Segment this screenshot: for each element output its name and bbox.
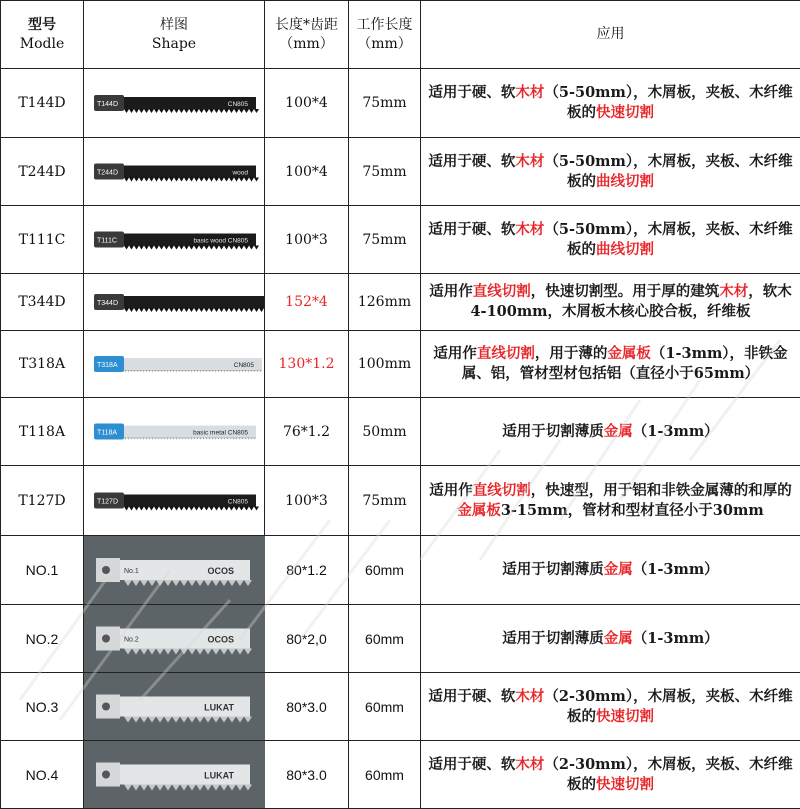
application-text: （2-30mm），木屑板，夹板、木纤维板的 [544,756,792,793]
application-highlight: 金属 [604,630,633,647]
application-highlight: 快速切割 [596,104,654,121]
header-shape-en: Shape [84,35,264,54]
shape-cell [84,536,265,605]
header-shape-cn: 样图 [84,16,264,35]
table-row [1,673,800,741]
application-text: 适用作 [429,283,473,300]
model-cell: NO.2 [1,605,84,673]
model-cell: T144D [1,69,84,138]
shape-cell [84,673,265,741]
work-length-cell: 75mm [349,138,421,206]
application-cell [421,69,800,138]
application-text: 适用于硬、软 [428,153,515,170]
blade-1 [94,164,259,182]
blade-image-7 [84,536,265,604]
application-highlight: 直线切割 [477,345,535,362]
header-length-unit: （mm） [265,35,348,54]
blade-6 [94,493,259,511]
work-length-cell: 60mm [349,741,421,809]
length-cell: 76*1.2 [265,398,349,466]
blade-text-6: CN805 [228,499,249,506]
table-row [1,741,800,809]
application-highlight: 木材 [515,221,544,238]
application-text: 适用于硬、软 [428,221,515,238]
header-work-unit: （mm） [349,35,420,54]
shape-cell [84,331,265,398]
length-cell: 80*2,0 [265,605,349,673]
shape-cell [84,138,265,206]
application-cell [421,673,800,741]
table-row [1,206,800,274]
blade-image-9 [84,673,265,740]
blade-image-4 [84,331,265,397]
application-text: 适用于硬、软 [428,756,515,773]
length-cell: 130*1.2 [265,331,349,398]
model-cell: NO.4 [1,741,84,809]
blade-label-1: T244D [97,170,118,177]
application-text: ，快速切割型。用于厚的建筑 [531,283,720,300]
application-highlight: 曲线切割 [596,241,654,258]
work-length-cell: 60mm [349,605,421,673]
blade-3 [94,294,264,312]
blade-image-10 [84,741,265,808]
table-row [1,398,800,466]
application-text: ，用于薄的 [535,345,608,362]
application-text: （2-30mm），木屑板，夹板、木纤维板的 [544,688,792,725]
shape-cell [84,741,265,809]
header-model-cn: 型号 [1,16,83,35]
blade-0 [94,95,259,113]
application-cell [421,536,800,605]
model-cell: NO.3 [1,673,84,741]
application-highlight: 木材 [515,688,544,705]
blade-image-0 [84,69,265,137]
application-text: （5-50mm），木屑板，夹板、木纤维板的 [544,221,792,258]
length-cell: 80*3.0 [265,673,349,741]
application-text: （5-50mm），木屑板，夹板、木纤维板的 [544,84,792,121]
header-model-en: Modle [1,35,83,54]
application-text: ，软木4-100mm，木屑板木核心胶合板，纤维板 [470,283,791,320]
application-text: （1-3mm），非铁金属、铝，管材型材包括铝（直径小于65mm） [462,345,788,382]
blade-text-4: CN805 [234,362,255,369]
application-cell [421,274,800,331]
application-cell [421,206,800,274]
header-shape [84,1,265,69]
header-work [349,1,421,69]
application-highlight: 直线切割 [473,482,531,499]
blade-image-5 [84,398,265,465]
application-highlight: 快速切割 [596,708,654,725]
blade-image-2 [84,206,265,273]
blade-label-8: No.2 [124,637,139,644]
shape-cell [84,206,265,274]
blade-text-7: OCOS [207,566,234,576]
application-highlight: 木材 [515,153,544,170]
blade-label-0: T144D [97,101,118,108]
blade-text-1: wood [231,170,248,177]
application-cell [421,331,800,398]
work-length-cell: 75mm [349,69,421,138]
application-highlight: 曲线切割 [596,173,654,190]
application-text: （1-3mm） [633,423,719,440]
work-length-cell: 126mm [349,274,421,331]
header-model [1,1,84,69]
blade-label-5: T118A [97,430,117,437]
application-text: 3-15mm，管材和型材直径小于30mm [501,502,764,519]
application-highlight: 直线切割 [473,283,531,300]
table-row [1,274,800,331]
model-cell: T127D [1,466,84,536]
blade-image-8 [84,605,265,672]
application-highlight: 金属 [604,423,633,440]
length-cell: 80*1.2 [265,536,349,605]
table-row [1,138,800,206]
application-highlight: 木材 [515,756,544,773]
blade-text-8: OCOS [207,635,234,645]
model-cell: T344D [1,274,84,331]
blade-text-10: LUKAT [204,771,234,781]
application-highlight: 金属 [604,561,633,578]
length-cell: 100*4 [265,138,349,206]
model-cell: T118A [1,398,84,466]
table-row [1,536,800,605]
application-highlight: 木材 [719,283,748,300]
application-text: 适用于硬、软 [428,84,515,101]
blade-4 [94,356,262,372]
header-app: 应用 [421,25,800,44]
work-length-cell: 75mm [349,206,421,274]
application-highlight: 金属板 [607,345,651,362]
length-cell: 100*3 [265,466,349,536]
table-row [1,331,800,398]
header-work-cn: 工作长度 [349,16,420,35]
length-cell: 152*4 [265,274,349,331]
model-cell: T244D [1,138,84,206]
application-highlight: 金属板 [457,502,501,519]
application-cell [421,605,800,673]
blade-image-6 [84,466,265,535]
shape-cell [84,605,265,673]
work-length-cell: 75mm [349,466,421,536]
application-text: 适用作 [429,482,473,499]
blade-2 [94,232,259,250]
model-cell: NO.1 [1,536,84,605]
work-length-cell: 100mm [349,331,421,398]
application-text: （5-50mm），木屑板，夹板、木纤维板的 [544,153,792,190]
table-row [1,69,800,138]
application-text: （1-3mm） [633,630,719,647]
header-length [265,1,349,69]
work-length-cell: 60mm [349,536,421,605]
blade-text-0: CN805 [228,101,249,108]
application-text: 适用于硬、软 [428,688,515,705]
application-cell [421,398,800,466]
application-text: ，快速型，用于铝和非铁金属薄的和厚的 [531,482,792,499]
blade-label-7: No.1 [124,568,139,575]
application-highlight: 木材 [515,84,544,101]
blade-label-4: T318A [97,362,118,369]
application-cell [421,466,800,536]
application-text: 适用于切割薄质 [502,423,604,440]
blade-label-2: T111C [97,238,117,245]
shape-cell [84,274,265,331]
work-length-cell: 60mm [349,673,421,741]
application-text: 适用作 [433,345,477,362]
blade-5 [94,424,256,440]
table-row [1,605,800,673]
application-text: 适用于切割薄质 [502,561,604,578]
application-text: （1-3mm） [633,561,719,578]
application-highlight: 快速切割 [596,776,654,793]
blade-text-2: basic wood CN805 [193,238,248,245]
header-length-cn: 长度*齿距 [265,16,348,35]
blade-image-1 [84,138,265,205]
blade-image-3 [84,274,265,330]
blade-label-3: T344D [97,300,118,307]
application-cell [421,138,800,206]
table-row [1,466,800,536]
model-cell: T318A [1,331,84,398]
application-text: 适用于切割薄质 [502,630,604,647]
work-length-cell: 50mm [349,398,421,466]
length-cell: 100*3 [265,206,349,274]
length-cell: 80*3.0 [265,741,349,809]
shape-cell [84,69,265,138]
shape-cell [84,466,265,536]
model-cell: T111C [1,206,84,274]
length-cell: 100*4 [265,69,349,138]
header-row [1,1,800,69]
blade-label-6: T127D [97,499,118,506]
application-cell [421,741,800,809]
blade-text-5: basic metal CN805 [193,430,248,437]
blade-text-9: LUKAT [204,703,234,713]
shape-cell [84,398,265,466]
header-application [421,1,800,69]
